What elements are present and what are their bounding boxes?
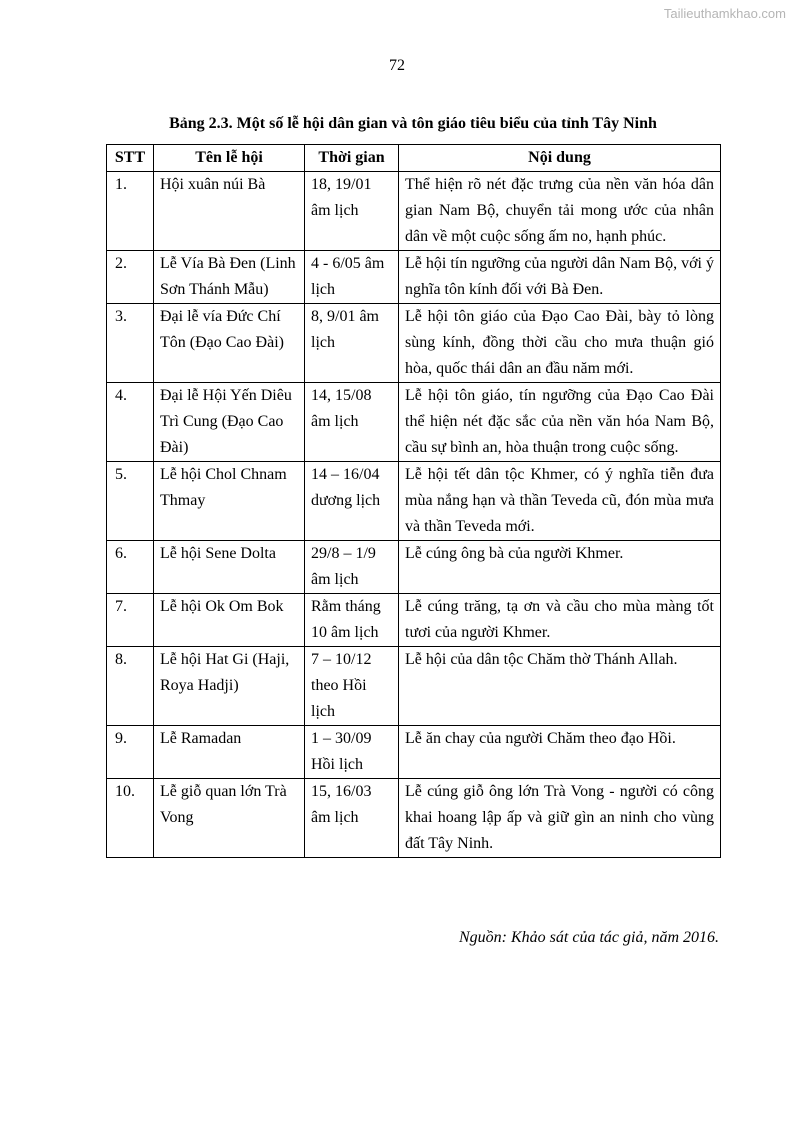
row-time: Rằm tháng 10 âm lịch	[305, 594, 399, 647]
row-time: 15, 16/03 âm lịch	[305, 779, 399, 858]
row-name: Đại lễ vía Đức Chí Tôn (Đạo Cao Đài)	[154, 304, 305, 383]
row-stt: 5.	[107, 462, 154, 541]
row-content: Lễ hội tín ngưỡng của người dân Nam Bộ, với ý nghĩa tôn kính đối với Bà Đen.	[399, 251, 721, 304]
table-row	[107, 594, 721, 647]
row-time: 4 - 6/05 âm lịch	[305, 251, 399, 304]
row-time: 8, 9/01 âm lịch	[305, 304, 399, 383]
row-content: Lễ hội tôn giáo của Đạo Cao Đài, bày tỏ lòng sùng kính, đồng thời cầu cho mưa thuận gió hòa, quốc thái dân an đầu năm mới.	[399, 304, 721, 383]
page-number: 72	[389, 57, 405, 74]
watermark: Tailieuthamkhao.com	[663, 6, 786, 21]
table-row	[107, 779, 721, 858]
row-content: Lễ cúng trăng, tạ ơn và cầu cho mùa màng tốt tươi của người Khmer.	[399, 594, 721, 647]
table-title: Bảng 2.3. Một số lễ hội dân gian và tôn giáo tiêu biểu của tỉnh Tây Ninh	[169, 115, 657, 132]
row-name: Lễ hội Chol Chnam Thmay	[154, 462, 305, 541]
row-time: 14 – 16/04 dương lịch	[305, 462, 399, 541]
table-row	[107, 462, 721, 541]
table-header-row	[107, 145, 721, 172]
row-stt: 7.	[107, 594, 154, 647]
festival-table	[106, 144, 721, 858]
row-name: Lễ hội Sene Dolta	[154, 541, 305, 594]
table-row	[107, 172, 721, 251]
header-stt: STT	[107, 145, 154, 172]
row-content: Lễ hội tết dân tộc Khmer, có ý nghĩa tiễn đưa mùa nắng hạn và thần Teveda cũ, đón mùa mưa và thần Teveda mới.	[399, 462, 721, 541]
row-content: Thể hiện rõ nét đặc trưng của nền văn hóa dân gian Nam Bộ, chuyển tải mong ước của nhân dân về một cuộc sống ấm no, hạnh phúc.	[399, 172, 721, 251]
row-content: Lễ cúng ông bà của người Khmer.	[399, 541, 721, 594]
table-source-note: Nguồn: Khảo sát của tác giả, năm 2016.	[459, 929, 719, 946]
row-time: 14, 15/08 âm lịch	[305, 383, 399, 462]
row-name: Hội xuân núi Bà	[154, 172, 305, 251]
row-stt: 6.	[107, 541, 154, 594]
row-time: 18, 19/01 âm lịch	[305, 172, 399, 251]
row-name: Lễ Ramadan	[154, 726, 305, 779]
row-stt: 2.	[107, 251, 154, 304]
header-name: Tên lễ hội	[154, 145, 305, 172]
row-stt: 10.	[107, 779, 154, 858]
row-time: 7 – 10/12 theo Hồi lịch	[305, 647, 399, 726]
row-time: 29/8 – 1/9 âm lịch	[305, 541, 399, 594]
row-content: Lễ hội tôn giáo, tín ngưỡng của Đạo Cao Đài thể hiện nét đặc sắc của nền văn hóa Nam Bộ, cầu sự bình an, hòa thuận trong cuộc sống.	[399, 383, 721, 462]
table-row	[107, 383, 721, 462]
table-row	[107, 726, 721, 779]
row-stt: 4.	[107, 383, 154, 462]
header-time: Thời gian	[305, 145, 399, 172]
row-stt: 9.	[107, 726, 154, 779]
table-row	[107, 251, 721, 304]
row-name: Đại lễ Hội Yến Diêu Trì Cung (Đạo Cao Đài)	[154, 383, 305, 462]
row-stt: 1.	[107, 172, 154, 251]
row-content: Lễ hội của dân tộc Chăm thờ Thánh Allah.	[399, 647, 721, 726]
row-name: Lễ giỗ quan lớn Trà Vong	[154, 779, 305, 858]
row-stt: 8.	[107, 647, 154, 726]
row-name: Lễ Vía Bà Đen (Linh Sơn Thánh Mẫu)	[154, 251, 305, 304]
row-content: Lễ cúng giỗ ông lớn Trà Vong - người có công khai hoang lập ấp và giữ gìn an ninh cho vùng đất Tây Ninh.	[399, 779, 721, 858]
table-row	[107, 541, 721, 594]
row-content: Lễ ăn chay của người Chăm theo đạo Hồi.	[399, 726, 721, 779]
row-name: Lễ hội Hat Gi (Haji, Roya Hadji)	[154, 647, 305, 726]
row-stt: 3.	[107, 304, 154, 383]
table-row	[107, 304, 721, 383]
header-content: Nội dung	[399, 145, 721, 172]
row-name: Lễ hội Ok Om Bok	[154, 594, 305, 647]
row-time: 1 – 30/09 Hồi lịch	[305, 726, 399, 779]
table-row	[107, 647, 721, 726]
